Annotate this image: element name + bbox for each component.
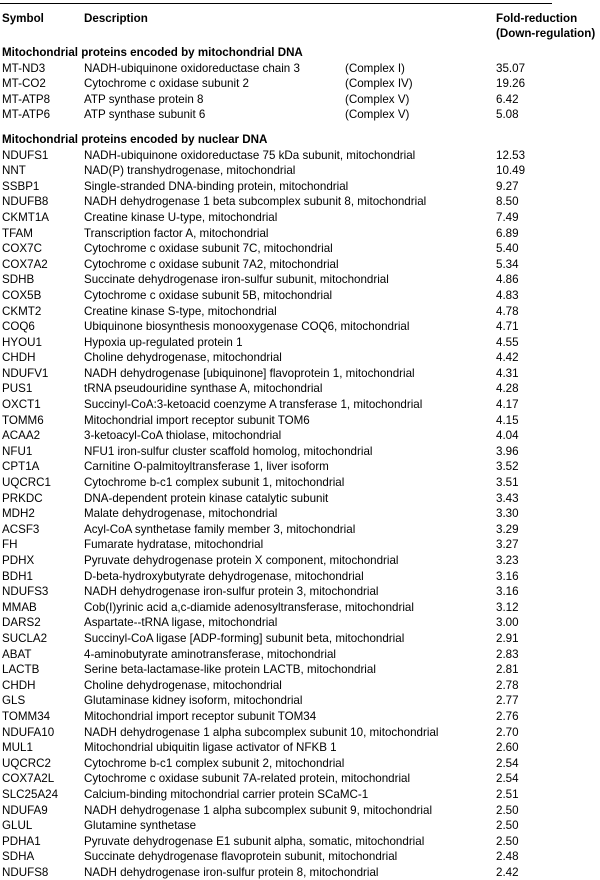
fold-reduction-value: 2.50 (496, 834, 519, 848)
table-row (2, 381, 600, 397)
fold-reduction-value: 3.23 (496, 554, 519, 567)
fold-reduction-value: 35.07 (496, 61, 526, 75)
protein-description: Cytochrome c oxidase subunit 7A2, mitochondrial (84, 257, 339, 271)
table-row (2, 615, 600, 631)
gene-symbol: MT-CO2 (2, 77, 46, 91)
gene-symbol: HYOU1 (2, 335, 42, 349)
gene-symbol: PDHX (2, 554, 35, 567)
table-row (2, 865, 600, 880)
fold-reduction-value: 4.31 (496, 366, 519, 380)
gene-symbol: SDHA (2, 850, 35, 864)
protein-description: Single-stranded DNA-binding protein, mitochondrial (84, 179, 349, 193)
table-row (2, 740, 600, 756)
table-row (2, 163, 600, 179)
protein-description: ATP synthase protein 8 (84, 92, 204, 106)
protein-description: NADH-ubiquinone oxidoreductase chain 3 (84, 61, 300, 75)
gene-symbol: GLS (2, 694, 26, 708)
protein-description: Acyl-CoA synthetase family member 3, mitochondrial (84, 522, 356, 536)
protein-description: Hypoxia up-regulated protein 1 (84, 335, 243, 349)
table-row (2, 569, 600, 585)
top-rule (0, 3, 552, 4)
fold-reduction-value: 3.29 (496, 522, 519, 536)
fold-reduction-value: 4.83 (496, 288, 519, 302)
gene-symbol: FH (2, 538, 18, 552)
table-row (2, 475, 600, 491)
fold-reduction-value: 4.42 (496, 351, 519, 365)
fold-reduction-value: 2.70 (496, 725, 519, 739)
table-row (2, 413, 600, 429)
fold-reduction-value: 2.54 (496, 772, 519, 786)
gene-symbol: CKMT2 (2, 304, 42, 318)
table-row (2, 107, 600, 123)
protein-description: Cytochrome c oxidase subunit 7C, mitochondrial (84, 242, 333, 256)
section-title-text: Mitochondrial proteins encoded by nuclear DNA (2, 132, 268, 146)
gene-symbol: LACTB (2, 663, 40, 677)
table-row (2, 678, 600, 694)
fold-reduction-value: 2.42 (496, 865, 519, 879)
section-title (2, 132, 600, 148)
gene-symbol: COX7A2L (2, 772, 55, 786)
gene-symbol: COQ6 (2, 320, 35, 334)
gene-symbol: UQCRC1 (2, 476, 51, 490)
fold-reduction-value: 4.71 (496, 320, 519, 334)
protein-description: NADH dehydrogenase 1 alpha subcomplex subunit 9, mitochondrial (84, 803, 433, 817)
protein-description: Malate dehydrogenase, mitochondrial (84, 507, 278, 521)
header-fold-line1: Fold-reduction (496, 12, 578, 25)
gene-symbol: CPT1A (2, 460, 40, 474)
protein-description: NFU1 iron-sulfur cluster scaffold homolog, mitochondrial (84, 444, 373, 458)
protein-description: Pyruvate dehydrogenase E1 subunit alpha, somatic, mitochondrial (84, 834, 425, 848)
fold-reduction-value: 2.83 (496, 647, 519, 661)
gene-symbol: MT-ATP6 (2, 108, 51, 122)
gene-symbol: PDHA1 (2, 834, 41, 848)
fold-reduction-value: 4.17 (496, 398, 519, 412)
table-row (2, 834, 600, 850)
complex-label: (Complex V) (345, 92, 410, 106)
gene-symbol: TOMM34 (2, 709, 51, 723)
fold-reduction-value: 7.49 (496, 210, 519, 224)
gene-symbol: CHDH (2, 678, 36, 692)
table-row (2, 179, 600, 195)
fold-reduction-value: 2.51 (496, 787, 519, 801)
protein-description: Choline dehydrogenase, mitochondrial (84, 678, 282, 692)
gene-symbol: TOMM6 (2, 413, 44, 427)
gene-symbol: PRKDC (2, 491, 43, 505)
gene-symbol: MUL1 (2, 741, 33, 755)
table-row (2, 709, 600, 725)
protein-description: Pyruvate dehydrogenase protein X component, mitochondrial (84, 554, 399, 567)
table-row (2, 662, 600, 678)
fold-reduction-value: 9.27 (496, 179, 519, 193)
table-row (2, 304, 600, 320)
table-row (2, 428, 600, 444)
protein-description: Carnitine O-palmitoyltransferase 1, liver isoform (84, 460, 329, 474)
gene-symbol: MT-ATP8 (2, 92, 51, 106)
complex-label: (Complex IV) (345, 77, 413, 91)
table-row (2, 272, 600, 288)
protein-description: Serine beta-lactamase-like protein LACTB, mitochondrial (84, 663, 376, 677)
gene-symbol: SLC25A24 (2, 787, 59, 801)
gene-symbol: NDUFS3 (2, 585, 49, 599)
table-row (2, 76, 600, 92)
gene-symbol: GLUL (2, 819, 33, 833)
table-row (2, 257, 600, 273)
protein-description: Transcription factor A, mitochondrial (84, 226, 269, 240)
protein-description: Succinate dehydrogenase iron-sulfur subunit, mitochondrial (84, 273, 389, 287)
gene-symbol: NFU1 (2, 444, 33, 458)
gene-symbol: COX7C (2, 242, 42, 256)
protein-description: 4-aminobutyrate aminotransferase, mitochondrial (84, 647, 336, 661)
gene-symbol: MMAB (2, 600, 37, 614)
protein-description: Calcium-binding mitochondrial carrier protein SCaMC-1 (84, 787, 369, 801)
fold-reduction-value: 2.54 (496, 756, 519, 770)
table-row (2, 803, 600, 819)
gene-symbol: COX7A2 (2, 257, 48, 271)
fold-reduction-value: 3.16 (496, 585, 519, 599)
table-row (2, 725, 600, 741)
fold-reduction-value: 2.60 (496, 741, 519, 755)
fold-reduction-value: 3.16 (496, 569, 519, 583)
header-fold-reduction (496, 11, 600, 41)
table-row (2, 756, 600, 772)
table-header (2, 11, 600, 42)
gene-symbol: NDUFV1 (2, 366, 49, 380)
table-row (2, 226, 600, 242)
fold-reduction-table (2, 11, 600, 880)
fold-reduction-value: 4.55 (496, 335, 519, 349)
table-row (2, 319, 600, 335)
table-row (2, 241, 600, 257)
gene-symbol: PUS1 (2, 382, 33, 396)
fold-reduction-value: 2.77 (496, 694, 519, 708)
protein-description: ATP synthase subunit 6 (84, 108, 206, 122)
protein-description: NADH-ubiquinone oxidoreductase 75 kDa subunit, mitochondrial (84, 148, 416, 162)
gene-symbol: DARS2 (2, 616, 41, 630)
gene-symbol: TFAM (2, 226, 33, 240)
fold-reduction-value: 3.12 (496, 600, 519, 614)
complex-label: (Complex I) (345, 61, 405, 75)
header-description: Description (84, 12, 148, 25)
gene-symbol: MDH2 (2, 507, 35, 521)
protein-description: D-beta-hydroxybutyrate dehydrogenase, mitochondrial (84, 569, 364, 583)
table-row (2, 148, 600, 164)
table-row (2, 335, 600, 351)
protein-description: Cytochrome c oxidase subunit 2 (84, 77, 249, 91)
section-title-text: Mitochondrial proteins encoded by mitochondrial DNA (2, 46, 303, 59)
protein-description: Mitochondrial ubiquitin ligase activator of NFKB 1 (84, 741, 337, 755)
fold-reduction-value: 6.89 (496, 226, 519, 240)
protein-description: Succinate dehydrogenase flavoprotein subunit, mitochondrial (84, 850, 398, 864)
fold-reduction-value: 4.15 (496, 413, 519, 427)
table-row (2, 553, 600, 569)
protein-description: Succinyl-CoA:3-ketoacid coenzyme A transferase 1, mitochondrial (84, 398, 423, 412)
table-row (2, 92, 600, 108)
fold-reduction-value: 2.50 (496, 819, 519, 833)
gene-symbol: MT-ND3 (2, 61, 46, 75)
protein-description: DNA-dependent protein kinase catalytic subunit (84, 491, 329, 505)
protein-description: Cytochrome b-c1 complex subunit 1, mitochondrial (84, 476, 345, 490)
fold-reduction-value: 6.42 (496, 92, 519, 106)
section-title (2, 45, 600, 61)
protein-description: Mitochondrial import receptor subunit TOM34 (84, 709, 317, 723)
protein-description: Cob(I)yrinic acid a,c-diamide adenosyltransferase, mitochondrial (84, 600, 414, 614)
table-row (2, 600, 600, 616)
gene-symbol: OXCT1 (2, 398, 41, 412)
protein-description: NADH dehydrogenase 1 alpha subcomplex subunit 10, mitochondrial (84, 725, 439, 739)
table-row (2, 459, 600, 475)
table-row (2, 771, 600, 787)
gene-symbol: CHDH (2, 351, 36, 365)
gene-symbol: COX5B (2, 288, 42, 302)
protein-description: Cytochrome c oxidase subunit 7A-related protein, mitochondrial (84, 772, 411, 786)
fold-reduction-value: 2.78 (496, 678, 519, 692)
protein-description: NADH dehydrogenase iron-sulfur protein 3, mitochondrial (84, 585, 379, 599)
protein-description: NAD(P) transhydrogenase, mitochondrial (84, 164, 296, 178)
gene-symbol: NDUFB8 (2, 195, 49, 209)
table-row (2, 537, 600, 553)
protein-description: Mitochondrial import receptor subunit TOM6 (84, 413, 310, 427)
table-row (2, 210, 600, 226)
gene-symbol: NDUFA10 (2, 725, 55, 739)
fold-reduction-value: 2.48 (496, 850, 519, 864)
gene-symbol: UQCRC2 (2, 756, 51, 770)
protein-description: Choline dehydrogenase, mitochondrial (84, 351, 282, 365)
protein-description: Glutamine synthetase (84, 819, 197, 833)
fold-reduction-value: 4.04 (496, 429, 519, 443)
protein-description: Cytochrome c oxidase subunit 5B, mitochondrial (84, 288, 333, 302)
table-row (2, 818, 600, 834)
table-row (2, 366, 600, 382)
table-row (2, 584, 600, 600)
gene-symbol: SDHB (2, 273, 35, 287)
gene-symbol: SSBP1 (2, 179, 40, 193)
protein-description: Glutaminase kidney isoform, mitochondrial (84, 694, 303, 708)
fold-reduction-value: 3.52 (496, 460, 519, 474)
fold-reduction-value: 4.86 (496, 273, 519, 287)
gene-symbol: NDUFA9 (2, 803, 48, 817)
fold-reduction-value: 5.40 (496, 242, 519, 256)
table-row (2, 647, 600, 663)
gene-symbol: NDUFS1 (2, 148, 49, 162)
fold-reduction-value: 2.50 (496, 803, 519, 817)
table-row (2, 61, 600, 77)
protein-description: NADH dehydrogenase iron-sulfur protein 8, mitochondrial (84, 865, 379, 879)
fold-reduction-value: 8.50 (496, 195, 519, 209)
fold-reduction-value: 3.51 (496, 476, 519, 490)
gene-symbol: BDH1 (2, 569, 33, 583)
gene-symbol: CKMT1A (2, 210, 50, 224)
gene-symbol: ACSF3 (2, 522, 40, 536)
table-row (2, 522, 600, 538)
protein-description: Aspartate--tRNA ligase, mitochondrial (84, 616, 278, 630)
fold-reduction-value: 19.26 (496, 77, 526, 91)
table-row (2, 350, 600, 366)
header-fold-line2: (Down-regulation) (496, 27, 596, 40)
table-row (2, 631, 600, 647)
section-gap (2, 123, 600, 132)
protein-description: Fumarate hydratase, mitochondrial (84, 538, 264, 552)
fold-reduction-value: 2.81 (496, 663, 519, 677)
protein-description: Creatine kinase U-type, mitochondrial (84, 210, 278, 224)
table-row (2, 288, 600, 304)
table-row (2, 849, 600, 865)
fold-reduction-value: 4.28 (496, 382, 519, 396)
fold-reduction-value: 2.91 (496, 631, 519, 645)
header-symbol: Symbol (2, 12, 44, 25)
table-row (2, 194, 600, 210)
gene-symbol: SUCLA2 (2, 631, 48, 645)
protein-description: 3-ketoacyl-CoA thiolase, mitochondrial (84, 429, 282, 443)
fold-reduction-value: 2.76 (496, 709, 519, 723)
protein-description: NADH dehydrogenase 1 beta subcomplex subunit 8, mitochondrial (84, 195, 427, 209)
fold-reduction-value: 3.30 (496, 507, 519, 521)
gene-symbol: NDUFS8 (2, 865, 49, 879)
protein-description: Creatine kinase S-type, mitochondrial (84, 304, 277, 318)
table-row (2, 491, 600, 507)
fold-reduction-value: 3.27 (496, 538, 519, 552)
table-body (2, 45, 600, 880)
protein-description: NADH dehydrogenase [ubiquinone] flavoprotein 1, mitochondrial (84, 366, 415, 380)
fold-reduction-value: 12.53 (496, 148, 526, 162)
table-row (2, 397, 600, 413)
fold-reduction-value: 3.00 (496, 616, 519, 630)
protein-description: Cytochrome b-c1 complex subunit 2, mitochondrial (84, 756, 345, 770)
gene-symbol: ACAA2 (2, 429, 41, 443)
fold-reduction-value: 5.34 (496, 257, 519, 271)
fold-reduction-value: 10.49 (496, 164, 526, 178)
table-row (2, 444, 600, 460)
table-row (2, 693, 600, 709)
protein-description: Ubiquinone biosynthesis monooxygenase COQ6, mitochondrial (84, 320, 410, 334)
fold-reduction-value: 3.43 (496, 491, 519, 505)
fold-reduction-value: 3.96 (496, 444, 519, 458)
gene-symbol: ABAT (2, 647, 32, 661)
fold-reduction-value: 5.08 (496, 108, 519, 122)
gene-symbol: NNT (2, 164, 26, 178)
complex-label: (Complex V) (345, 108, 410, 122)
fold-reduction-value: 4.78 (496, 304, 519, 318)
table-row (2, 787, 600, 803)
protein-description: tRNA pseudouridine synthase A, mitochondrial (84, 382, 323, 396)
protein-description: Succinyl-CoA ligase [ADP-forming] subunit beta, mitochondrial (84, 631, 405, 645)
table-row (2, 506, 600, 522)
